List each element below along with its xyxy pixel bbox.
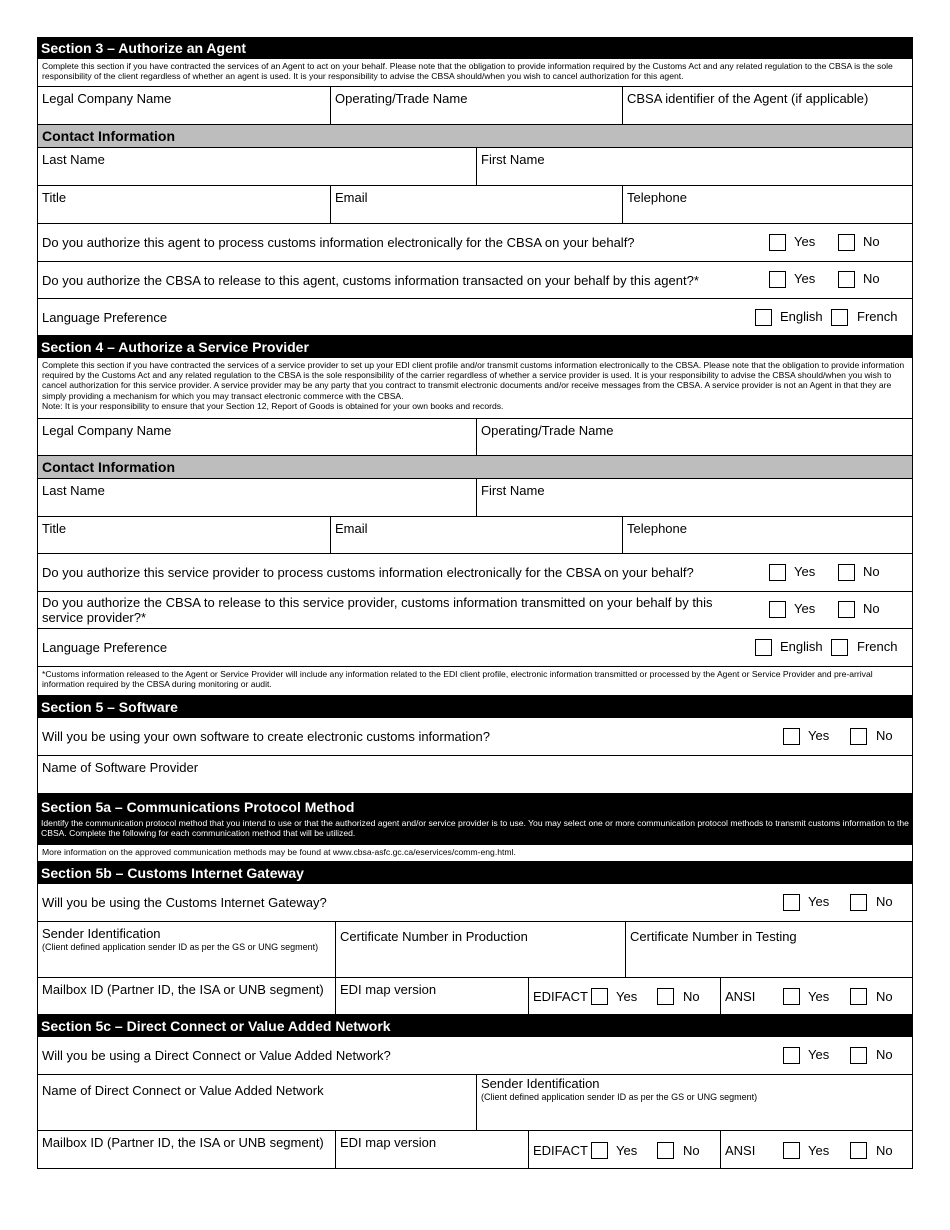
section-5c-title: Section 5c – Direct Connect or Value Added Network (41, 1018, 391, 1034)
s3-first-name-field[interactable] (476, 148, 912, 185)
s5-software-provider-label: Name of Software Provider (42, 760, 199, 775)
s3-last-name-field[interactable] (38, 148, 476, 185)
s4-process-yes-label: Yes (794, 564, 816, 579)
section-3-company-row (37, 87, 913, 125)
section-5-title: Section 5 – Software (41, 699, 178, 715)
s4-company-row (37, 419, 913, 456)
s5-software-yes-label: Yes (808, 728, 830, 743)
s3-process-yes-checkbox[interactable] (769, 234, 786, 251)
s4-title-label: Title (42, 521, 67, 536)
s5-software-provider-field[interactable] (38, 756, 912, 793)
s4-process-question-row (37, 554, 913, 592)
s4-legal-company-name-field[interactable] (38, 419, 476, 455)
s5b-mailbox-id-field[interactable] (38, 978, 335, 1014)
s5b-sender-identification-label: Sender Identification (42, 926, 161, 941)
s3-operating-trade-name-label: Operating/Trade Name (335, 91, 468, 106)
s3-process-question: Do you authorize this agent to process customs information electronically for the CBSA on your behalf? (42, 235, 635, 250)
s3-cbsa-identifier-field[interactable] (622, 87, 912, 124)
s5b-gateway-yes-checkbox[interactable] (783, 894, 800, 911)
s4-telephone-label: Telephone (627, 521, 687, 536)
s5c-direct-question: Will you be using a Direct Connect or Value Added Network? (42, 1048, 391, 1063)
s4-english-checkbox[interactable] (755, 639, 772, 656)
s3-release-no-label: No (863, 271, 880, 286)
section-5b-title: Section 5b – Customs Internet Gateway (41, 865, 304, 881)
s5-software-question-row (37, 718, 913, 756)
s5b-ansi-yes-checkbox[interactable] (783, 988, 800, 1005)
s5c-edifact-label: EDIFACT (533, 1143, 588, 1158)
s5b-gateway-no-label: No (876, 894, 893, 909)
s5c-ansi-yes-label: Yes (808, 1143, 830, 1158)
s5b-mailbox-row (37, 978, 913, 1015)
s5b-identification-row (37, 922, 913, 978)
s5b-ansi-group (720, 978, 912, 1014)
s3-last-name-label: Last Name (42, 152, 105, 167)
s5b-gateway-question: Will you be using the Customs Internet Gateway? (42, 895, 327, 910)
s5c-edifact-yes-checkbox[interactable] (591, 1142, 608, 1159)
s4-last-name-field[interactable] (38, 479, 476, 516)
s5b-ansi-no-checkbox[interactable] (850, 988, 867, 1005)
s5b-edifact-yes-checkbox[interactable] (591, 988, 608, 1005)
s5b-ansi-yes-label: Yes (808, 989, 830, 1004)
s5c-edi-map-version-field[interactable] (335, 1131, 528, 1168)
s5c-mailbox-id-field[interactable] (38, 1131, 335, 1168)
s5b-edi-map-version-field[interactable] (335, 978, 528, 1014)
s5b-gateway-yes-label: Yes (808, 894, 830, 909)
section-4-title: Section 4 – Authorize a Service Provider (41, 339, 309, 355)
section-4-note-text: Complete this section if you have contracted the services of a service provider to set up your EDI client profile and/or transmit customs information electronically to the CBSA. Please note that the obligation to provide information required by the Customs Act and any related regulation to the CBSA is the sole responsibility of the carrier regardless of whether a service provider is used. It is your responsibility to advise the CBSA should/when you wish to cancel authorization for this service provider. A service provider may be any party that you contract to transmit electronic documents and/or receive messages from the CBSA. A service provider is not an Agent in that they are simply providing a mechanism for which you may transact electronic commerce with the CBSA. (42, 360, 905, 401)
s3-legal-company-name-label: Legal Company Name (42, 91, 172, 106)
s5c-edifact-group (528, 1131, 720, 1168)
s3-french-checkbox[interactable] (831, 309, 848, 326)
s5c-name-direct-label: Name of Direct Connect or Value Added Network (42, 1083, 324, 1098)
s4-process-yes-checkbox[interactable] (769, 564, 786, 581)
s4-contact-information-label: Contact Information (42, 459, 175, 475)
s4-french-checkbox[interactable] (831, 639, 848, 656)
s3-english-checkbox[interactable] (755, 309, 772, 326)
s5c-name-direct-field[interactable] (38, 1075, 476, 1130)
section-5a-title: Section 5a – Communications Protocol Method (41, 799, 355, 815)
s4-language-row (37, 629, 913, 667)
s5-software-provider-row (37, 756, 913, 794)
s5c-ansi-no-checkbox[interactable] (850, 1142, 867, 1159)
s4-first-name-field[interactable] (476, 479, 912, 516)
s3-cbsa-identifier-label: CBSA identifier of the Agent (if applicable) (627, 91, 869, 106)
s4-release-yes-label: Yes (794, 601, 816, 616)
s5c-sender-identification-field[interactable] (476, 1075, 912, 1130)
s5c-direct-yes-checkbox[interactable] (783, 1047, 800, 1064)
s5c-mailbox-row (37, 1131, 913, 1169)
s4-legal-company-name-label: Legal Company Name (42, 423, 172, 438)
s3-contact-information-header (37, 125, 913, 148)
s5c-network-row (37, 1075, 913, 1131)
s5c-mailbox-id-label: Mailbox ID (Partner ID, the ISA or UNB segment) (42, 1135, 324, 1150)
s5b-gateway-question-row (37, 884, 913, 922)
s4-language-label: Language Preference (42, 640, 168, 655)
section-3-note: Complete this section if you have contracted the services of an Agent to act on your behalf. Please note that the obligation to provide information required by the Customs Act and any related regulation to the CBSA is the sole responsibility of the client regardless of whether an agent is used. It is your responsibility to advise the CBSA should/when you wish to cancel authorization for this agent. (37, 59, 913, 87)
s3-french-label: French (857, 309, 898, 324)
s3-telephone-field[interactable] (622, 186, 912, 223)
s5c-edifact-yes-label: Yes (616, 1143, 638, 1158)
s4-release-question-row (37, 592, 913, 629)
s3-release-yes-label: Yes (794, 271, 816, 286)
s3-name-row (37, 148, 913, 186)
s4-english-label: English (780, 639, 823, 654)
s5b-ansi-no-label: No (876, 989, 893, 1004)
s3-release-no-checkbox[interactable] (838, 271, 855, 288)
s5-software-no-label: No (876, 728, 893, 743)
s5b-sender-identification-field[interactable] (38, 922, 335, 977)
s3-release-question-row (37, 262, 913, 299)
s3-process-no-label: No (863, 234, 880, 249)
s3-language-label: Language Preference (42, 309, 168, 325)
section-3-title: Section 3 – Authorize an Agent (41, 40, 247, 56)
section-3-header (37, 37, 913, 59)
section-4-header (37, 336, 913, 358)
s3-email-field[interactable] (330, 186, 622, 223)
s4-email-label: Email (335, 521, 368, 536)
s5c-edifact-no-label: No (683, 1143, 700, 1158)
s5b-edifact-no-label: No (683, 989, 700, 1004)
section-5a-header (37, 794, 913, 816)
s5b-cert-testing-label: Certificate Number in Testing (630, 929, 797, 944)
s4-title-field[interactable] (38, 517, 330, 553)
s5c-direct-yes-label: Yes (808, 1047, 830, 1062)
s3-process-yes-label: Yes (794, 234, 816, 249)
s4-contact-row (37, 517, 913, 554)
s3-english-label: English (780, 309, 823, 324)
s5c-ansi-yes-checkbox[interactable] (783, 1142, 800, 1159)
s4-process-question: Do you authorize this service provider to process customs information electronically for the CBSA on your behalf? (42, 565, 694, 580)
s3-email-label: Email (335, 190, 368, 205)
s5c-edifact-no-checkbox[interactable] (657, 1142, 674, 1159)
s4-footnote: *Customs information released to the Agent or Service Provider will include any information related to the EDI client profile, electronic information transmitted or processed by the Agent or Service Provider and pre-arrival information required by the CBSA during monitoring or audit. (37, 667, 913, 696)
s4-release-no-checkbox[interactable] (838, 601, 855, 618)
s5c-ansi-no-label: No (876, 1143, 893, 1158)
s5b-edifact-group (528, 978, 720, 1014)
s4-french-label: French (857, 639, 898, 654)
s3-release-yes-checkbox[interactable] (769, 271, 786, 288)
cbsa-form (37, 37, 913, 1169)
section-5a-more-info: More information on the approved communication methods may be found at www.cbsa-asfc.gc.ca/eservices/comm-eng.html. (37, 845, 913, 862)
s4-email-field[interactable] (330, 517, 622, 553)
s4-release-yes-checkbox[interactable] (769, 601, 786, 618)
s5b-cert-production-label: Certificate Number in Production (340, 929, 528, 944)
s5b-sender-hint: (Client defined application sender ID as per the GS or UNG segment) (42, 942, 319, 952)
s4-operating-trade-name-label: Operating/Trade Name (481, 423, 614, 438)
s4-release-question: Do you authorize the CBSA to release to this service provider, customs information transmitted on your behalf by this service provider?* (42, 595, 713, 625)
s4-name-row (37, 479, 913, 517)
s5b-cert-production-field[interactable] (335, 922, 625, 977)
s5b-mailbox-id-label: Mailbox ID (Partner ID, the ISA or UNB segment) (42, 982, 324, 997)
s3-language-row (37, 299, 913, 336)
section-4-note (37, 358, 913, 419)
s5b-edifact-yes-label: Yes (616, 989, 638, 1004)
s5c-direct-question-row (37, 1037, 913, 1075)
s5b-edifact-label: EDIFACT (533, 989, 588, 1004)
s3-legal-company-name-field[interactable] (38, 87, 330, 124)
s5b-gateway-no-checkbox[interactable] (850, 894, 867, 911)
s5b-cert-testing-field[interactable] (625, 922, 912, 977)
s4-telephone-field[interactable] (622, 517, 912, 553)
s5b-edi-map-version-label: EDI map version (340, 982, 437, 997)
s4-last-name-label: Last Name (42, 483, 105, 498)
s3-telephone-label: Telephone (627, 190, 687, 205)
s3-title-label: Title (42, 190, 67, 205)
s4-first-name-label: First Name (481, 483, 545, 498)
section-4-note2-text: Note: It is your responsibility to ensure that your Section 12, Report of Goods is obtained for your own books and records. (42, 400, 504, 411)
section-5a-note: Identify the communication protocol method that you intend to use or that the authorized agent and/or service provider is to use. You may select one or more communication protocol methods to transmit customs information to the CBSA. Complete the following for each communication method that will be utilized. (37, 816, 913, 845)
s5c-edi-map-version-label: EDI map version (340, 1135, 437, 1150)
s5-software-question: Will you be using your own software to create electronic customs information? (42, 729, 490, 744)
s5b-ansi-label: ANSI (725, 989, 756, 1004)
s3-first-name-label: First Name (481, 152, 545, 167)
section-5-header (37, 696, 913, 718)
s3-contact-information-label: Contact Information (42, 128, 175, 144)
s5c-direct-no-checkbox[interactable] (850, 1047, 867, 1064)
s3-process-question-row (37, 224, 913, 262)
s5c-ansi-label: ANSI (725, 1143, 756, 1158)
s5c-direct-no-label: No (876, 1047, 893, 1062)
section-5c-header (37, 1015, 913, 1037)
s5-software-no-checkbox[interactable] (850, 728, 867, 745)
s3-contact-row (37, 186, 913, 224)
s5c-ansi-group (720, 1131, 912, 1168)
s3-process-no-checkbox[interactable] (838, 234, 855, 251)
s4-contact-information-header (37, 456, 913, 479)
s3-release-question: Do you authorize the CBSA to release to this agent, customs information transacted on your behalf by this agent?* (42, 272, 699, 288)
s4-release-no-label: No (863, 601, 880, 616)
s4-process-no-label: No (863, 564, 880, 579)
s5c-sender-hint: (Client defined application sender ID as per the GS or UNG segment) (481, 1092, 758, 1102)
s3-title-field[interactable] (38, 186, 330, 223)
s5-software-yes-checkbox[interactable] (783, 728, 800, 745)
s3-operating-trade-name-field[interactable] (330, 87, 622, 124)
section-5b-header (37, 862, 913, 884)
s5b-edifact-no-checkbox[interactable] (657, 988, 674, 1005)
s4-operating-trade-name-field[interactable] (476, 419, 912, 455)
s5c-sender-identification-label: Sender Identification (481, 1076, 600, 1091)
s4-process-no-checkbox[interactable] (838, 564, 855, 581)
